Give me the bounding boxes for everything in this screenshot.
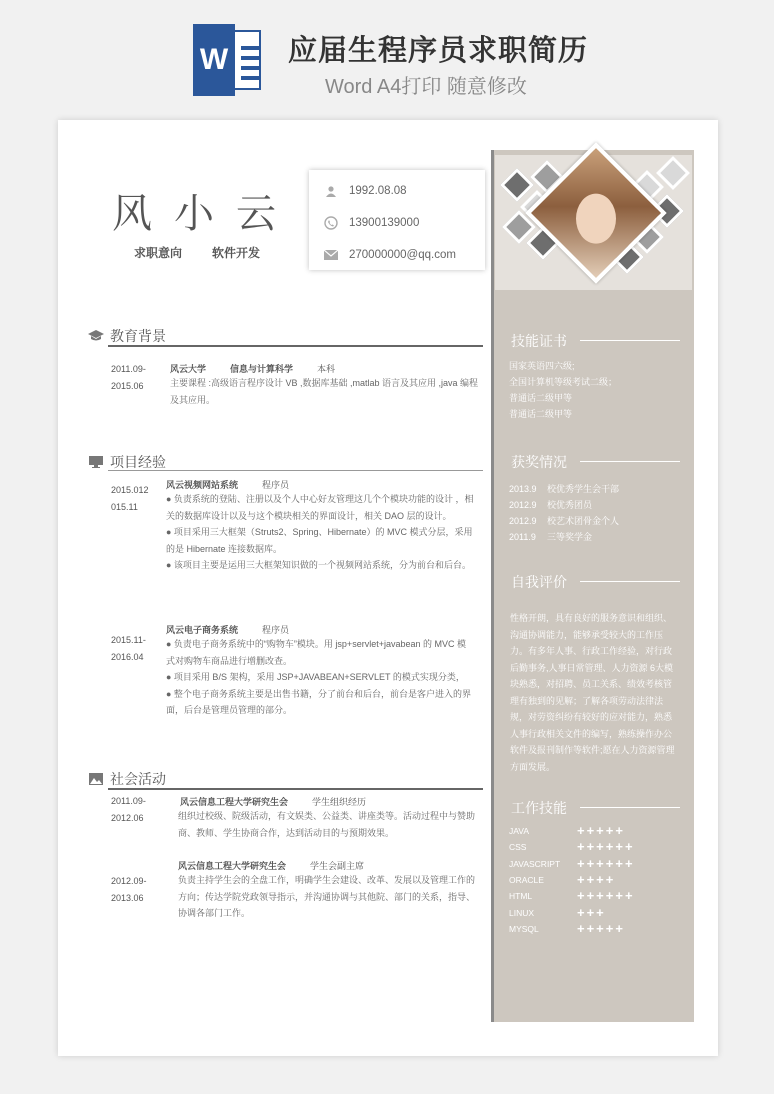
award-item: 2012.9 校艺术团骨金个人 [509,516,620,526]
skill-row [509,904,606,920]
skill-row [509,871,616,887]
envelope-icon [323,248,339,262]
header-subtitle: Word A4打印 随意修改 [325,76,527,98]
project-header [166,478,289,491]
contact-email: 270000000@qq.com [349,249,456,261]
activity-description: 组织过校级、院级活动，有文娱类、公益类、讲座类等。活动过程中与赞助商、教师、学生协商合作，达到活动目的与预期效果。 [178,811,476,838]
monitor-icon [88,455,104,469]
activities-heading [88,769,166,789]
skill-row [509,855,635,871]
projects-heading [88,452,166,472]
skill-row [509,823,625,838]
graduation-cap-icon [88,329,104,343]
work-skills-title: 工作技能 [511,800,567,816]
skill-name: CSS [509,842,527,853]
skill-name: LINUX [509,907,535,918]
major-name: 信息与计算科学 [230,364,294,374]
award-item: 2011.9 三等奖学金 [509,532,593,542]
header-title: 应届生程序员求职简历 [288,35,589,67]
projects-rule [108,470,483,471]
contact-phone: 13900139000 [349,217,420,229]
cert-item: 普通话二级甲等 [509,393,573,403]
activity-header [180,795,366,808]
activity-header [178,859,364,872]
award-item: 2012.9 校优秀团员 [509,500,593,510]
contact-birth-row [323,184,407,198]
word-logo-line [241,76,261,80]
project-date: 2015.012 015.11 [111,485,149,512]
skill-name: HTML [509,891,533,902]
activity-date: 2012.09- 2013.06 [111,876,147,903]
skill-level: ++++++ [577,888,635,904]
cert-item: 全国计算机等级考试二级； [509,377,618,387]
self-eval-text: 性格开朗，具有良好的服务意识和组织、沟通协调能力，能够承受较大的工作压力。有多年人事、行政工作经验，对行政后勤事务,人事日常管理、人力资源 6大模块熟悉，对招聘、员工关系、绩效考核管理有独到的见解；了解各项劳动法律法规，对劳资纠纷有较好的应对能力，熟悉人事行政相关文件的编写，熟练操作办公软件及报刊制作等软件;愿在人力资源管理方面发展。 [510,613,675,772]
activity-role: 学生会副主席 [310,861,365,871]
activities-title: 社会活动 [110,771,166,787]
user-icon [323,184,339,198]
awards-rule [580,461,680,462]
skill-level: ++++ [577,871,616,887]
job-intent-value: 软件开发 [212,246,261,260]
skill-level: +++++ [577,920,625,936]
self-eval-title: 自我评价 [511,574,567,590]
awards-title: 获奖情况 [511,454,567,470]
skill-name: JAVA [509,826,529,836]
project-name: 风云视频网站系统 [166,480,239,490]
project-description: ● 负责系统的登陆、注册以及个人中心好友管理这几个个模块功能的设计 ，相关的数据库设计以及与这个模块相关的界面设计，相关 DAO 层的设计。 ● 项目采用三大框架（Struts2、Spring、Hibernate）的 MVC 模式分层，采用的是 Hibernate 连接数据库。 ● 该项目主要是运用三大框架知识做的一个视频网站系统，分为前台和后台。 [166,494,474,570]
education-date: 2011.09- 2015.06 [111,364,146,391]
degree: 本科 [317,364,336,374]
word-logo-line [241,56,261,60]
skill-name: JAVASCRIPT [509,858,561,869]
skill-level: ++++++ [577,839,635,855]
education-rule [108,345,483,347]
skill-name: ORACLE [509,874,544,885]
skill-level: +++ [577,904,606,920]
phone-icon [323,216,339,230]
contact-email-row [323,248,456,262]
education-entry-header [170,362,335,375]
picture-icon [88,772,104,786]
skill-row [509,839,635,855]
education-title: 教育背景 [110,328,166,344]
contact-card [309,170,485,270]
activity-org: 风云信息工程大学研究生会 [180,797,289,807]
project-date: 2015.11- 2016.04 [111,635,146,662]
project-role: 程序员 [262,480,290,490]
cert-item: 普通话二级甲等 [509,409,573,419]
word-logo-letter: W [193,24,235,96]
certs-title: 技能证书 [511,333,567,349]
project-name: 风云电子商务系统 [166,625,239,635]
project-role: 程序员 [262,625,290,635]
project-header [166,623,289,636]
skill-name: MYSQL [509,923,539,934]
word-logo-line [241,46,261,50]
activities-rule [108,788,483,790]
activity-date: 2011.09- 2012.06 [111,796,146,823]
skill-row [509,920,625,936]
activity-role: 学生组织经历 [312,797,367,807]
skill-level: +++++ [577,823,625,838]
job-intent-label: 求职意向 [134,246,183,260]
contact-birth: 1992.08.08 [349,185,407,197]
project-description: ● 负责电子商务系统中的“购物车”模块。用 jsp+servlet+javabean 的 MVC 模式对购物车商品进行增删改查。 ● 项目采用 B/S 架构，采用 JSP+JAVABEAN+SERVLET 的模式实现分类， ● 整个电子商务系统主要是出售书籍，分了前台和后台，前台是客户进入的界面，后台是管理员管理的部分。 [166,639,471,715]
work-skills-rule [580,807,680,808]
cert-item: 国家英语四六级; [509,361,575,371]
certs-rule [580,340,680,341]
activity-description: 负责主持学生会的全盘工作，明确学生会建设、改革、发展以及管理工作的方向；传达学院党政领导指示，并沟通协调与其他院、部门的关系，指导、协调各部门工作。 [178,875,476,918]
contact-phone-row [323,216,419,230]
award-item: 2013.9 校优秀学生会干部 [509,484,620,494]
skill-row [509,888,635,904]
word-logo [193,24,265,96]
profile-photo-face [576,194,616,244]
education-heading [88,326,166,346]
school-name: 风云大学 [170,364,207,374]
skill-level: ++++++ [577,855,635,871]
projects-title: 项目经验 [110,454,166,470]
candidate-name: 风小云 [112,191,298,237]
activity-org: 风云信息工程大学研究生会 [178,861,287,871]
education-description: 主要课程 :高级语言程序设计 VB ,数据库基础 ,matlab 语言及其应用 ,java 编程及其应用。 [170,378,479,405]
word-logo-line [241,66,261,70]
self-eval-rule [580,581,680,582]
